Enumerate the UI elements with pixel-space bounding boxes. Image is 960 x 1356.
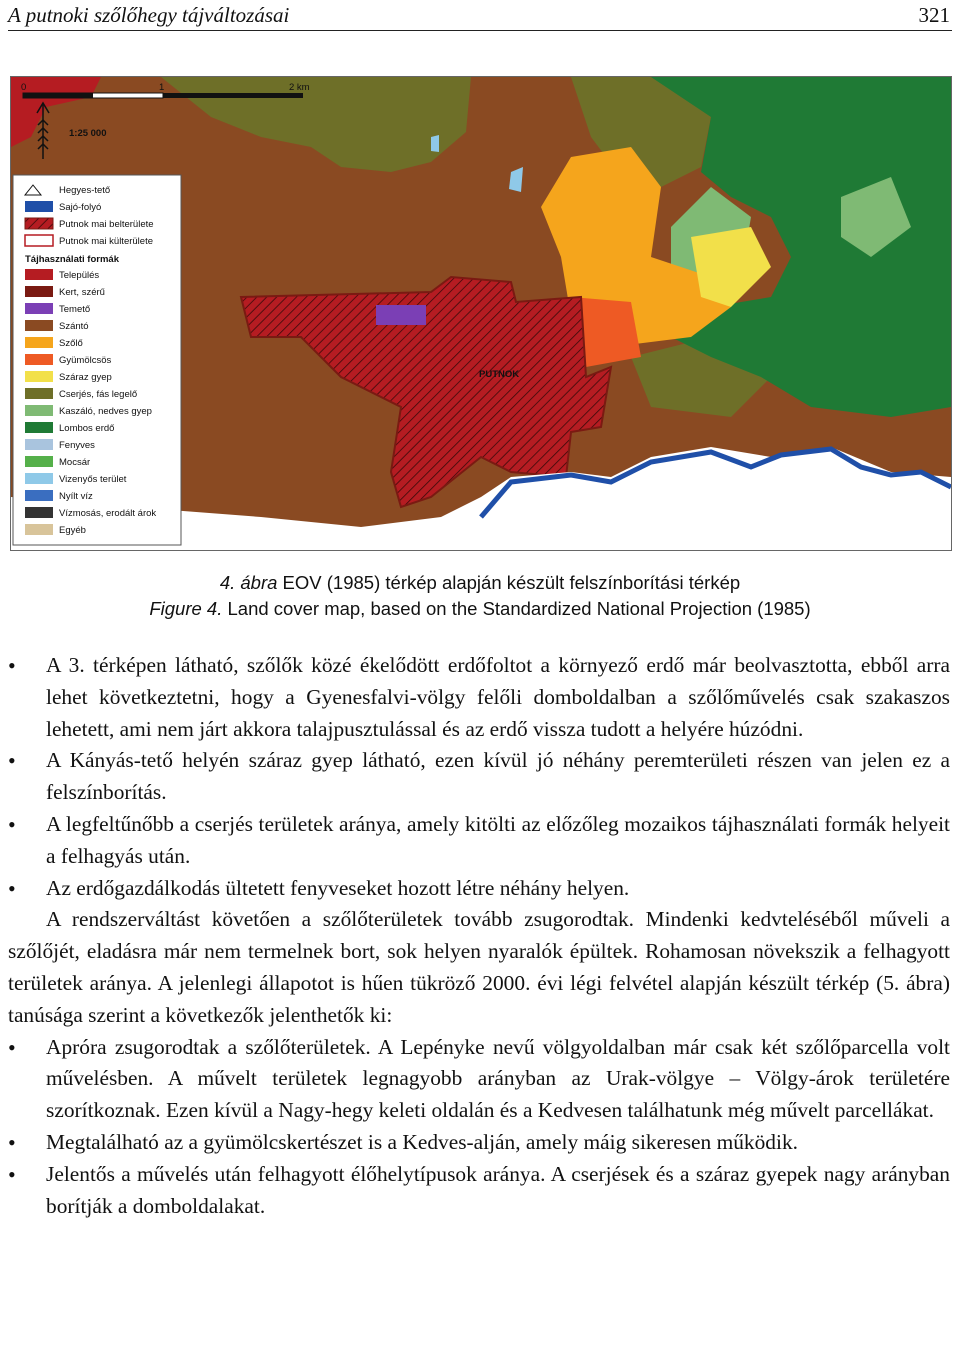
legend-item	[25, 405, 152, 417]
legend-swatch	[25, 303, 53, 314]
legend-swatch	[25, 201, 53, 212]
legend-swatch	[25, 235, 53, 246]
legend-swatch	[25, 507, 53, 518]
scale-label-0: 0	[21, 82, 27, 93]
list-item: • Megtalálható az a gyümölcskertészet is a Kedves-alján, amely máig sikeresen működik.	[8, 1127, 950, 1159]
legend-heading: Tájhasználati formák	[25, 254, 119, 265]
list-item: • Apróra zsugorodtak a szőlőterületek. A Lepényke nevű völgyoldalban már csak két szőlőparcella volt művelésben. A művelt területek legnagyobb arányban az Urak-völgye – Völgy-árok területére szorítkoznak. Ezen kívül a Nagy-hegy keleti oldalán és a Kedvesen találhatunk még művelt parcellákat.	[8, 1032, 950, 1127]
legend-label: Vízmosás, erodált árok	[59, 508, 157, 519]
legend-label: Nyílt víz	[59, 491, 93, 502]
body-text	[8, 650, 950, 1222]
cemetery-area	[376, 305, 426, 325]
legend-item	[25, 490, 93, 502]
list-item: • Az erdőgazdálkodás ültetett fenyveseket hozott létre néhány helyen.	[8, 873, 950, 905]
legend-label: Szántó	[59, 321, 89, 332]
list-item: • A 3. térképen látható, szőlők közé ékelődött erdőfoltot a környező erdő már beolvasztotta, ebből arra lehet következtetni, hogy a Gyenesfalvi-völgy felőli domboldalban a szőlőművelés csak szakaszos lehetett, ami nem járt akkora talajpusztulással és az erdő vissza tudott a helyére húzódni.	[8, 650, 950, 745]
water-patch-2	[431, 135, 439, 152]
legend-label: Putnok mai belterülete	[59, 219, 154, 230]
legend-item	[25, 201, 101, 213]
list-item: • Jelentős a művelés után felhagyott élőhelytípusok aránya. A cserjések és a száraz gyepek nagy arányban borítják a domboldalakat.	[8, 1159, 950, 1223]
legend-label: Kaszáló, nedves gyep	[59, 406, 152, 417]
legend-label: Temető	[59, 304, 91, 315]
legend-item	[25, 388, 137, 400]
legend-swatch	[25, 371, 53, 382]
legend-label: Hegyes-tető	[59, 185, 111, 196]
legend-swatch	[25, 473, 53, 484]
legend-item	[25, 439, 95, 451]
legend-item	[25, 218, 154, 230]
legend-swatch	[25, 354, 53, 365]
map-legend	[13, 175, 181, 545]
legend-item	[25, 269, 99, 281]
legend-swatch	[25, 269, 53, 280]
running-header	[8, 0, 952, 31]
legend-label: Település	[59, 270, 100, 281]
caption-hu-prefix: 4. ábra	[219, 572, 278, 593]
legend-item	[25, 507, 156, 519]
caption-en-prefix: Figure 4.	[149, 598, 223, 619]
bullet-list-2	[8, 1032, 950, 1223]
list-item: • A legfeltűnőbb a cserjés területek aránya, amely kitölti az előzőleg mozaikos tájhasználati formák helyeit a felhagyás után.	[8, 809, 950, 873]
caption-en	[0, 598, 960, 620]
legend-label: Cserjés, fás legelő	[59, 389, 138, 400]
legend-item	[25, 371, 112, 383]
scale-label-1: 1	[159, 82, 165, 93]
legend-swatch	[25, 388, 53, 399]
legend-label: Lombos erdő	[59, 423, 115, 434]
legend-item	[25, 354, 112, 366]
legend-item	[25, 422, 114, 434]
legend-swatch	[25, 286, 53, 297]
legend-item	[25, 254, 120, 265]
legend-item	[25, 286, 105, 298]
legend-label: Sajó-folyó	[59, 202, 102, 213]
legend-swatch	[25, 456, 53, 467]
legend-label: Putnok mai külterülete	[59, 236, 153, 247]
legend-label: Gyümölcsös	[59, 355, 112, 366]
legend-swatch	[25, 320, 53, 331]
legend-label: Fenyves	[59, 440, 95, 451]
legend-swatch	[25, 524, 53, 535]
legend-swatch	[25, 337, 53, 348]
bullet-list-1	[8, 650, 950, 904]
land-cover-map	[10, 76, 952, 551]
legend-item	[25, 235, 153, 247]
legend-swatch	[25, 405, 53, 416]
legend-label: Vizenyős terület	[59, 474, 127, 485]
legend-swatch	[25, 490, 53, 501]
page-number: 321	[918, 3, 950, 27]
paragraph: A rendszerváltást követően a szőlőterületek tovább zsugorodtak. Mindenki kedvteléséből műveli a szőlőjét, eladásra már nem termelnek bort, sok helyen nyaralók épültek. Rohamosan növekszik a felhagyott területek aránya. A jelenlegi állapotot is hűen tükröző 2000. évi légi felvétel alapján készült térkép (5. ábra) tanúsága szerint a következők jelenthetők ki:	[8, 907, 950, 1027]
scale-ratio: 1:25 000	[69, 128, 107, 139]
legend-label: Szőlő	[59, 338, 83, 349]
legend-label: Egyéb	[59, 525, 86, 536]
legend-label: Száraz gyep	[59, 372, 112, 383]
legend-swatch	[25, 422, 53, 433]
list-item: • A Kányás-tető helyén száraz gyep látható, ezen kívül jó néhány peremterületi részen van jelen ez a felszínborítás.	[8, 745, 950, 809]
legend-label: Mocsár	[59, 457, 91, 468]
caption-en-text: Land cover map, based on the Standardized National Projection (1985)	[222, 598, 811, 619]
legend-swatch	[25, 439, 53, 450]
legend-swatch	[25, 218, 53, 229]
running-title: A putnoki szőlőhegy tájváltozásai	[8, 3, 290, 27]
caption-hu-text: EOV (1985) térkép alapján készült felszínborítási térkép	[277, 572, 741, 593]
town-label: PUTNOK	[479, 369, 520, 380]
scale-label-2: 2 km	[289, 82, 310, 93]
legend-item	[25, 473, 127, 485]
legend-label: Kert, szérű	[59, 287, 105, 298]
caption-hu	[0, 572, 960, 594]
